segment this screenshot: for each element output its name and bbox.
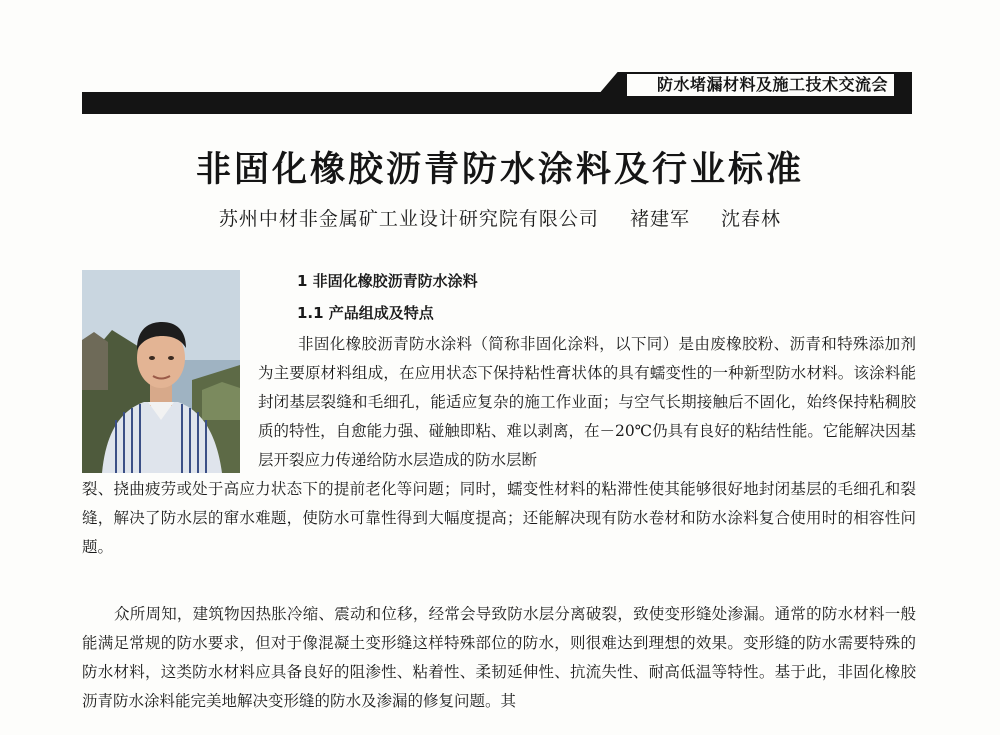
- byline: [0, 204, 1000, 231]
- institution: 苏州中材非金属矿工业设计研究院有限公司: [218, 208, 599, 230]
- paragraph-1-bottom: 裂、挠曲疲劳或处于高应力状态下的提前老化等问题；同时，蠕变性材料的粘滞性使其能够很好地封闭基层的毛细孔和裂缝，解决了防水层的窜水难题，使防水可靠性得到大幅度提高；还能解决现有防水卷材和防水涂料复合使用时的相容性问题。: [82, 480, 916, 556]
- conference-header: [82, 72, 912, 114]
- author-photo: [82, 270, 240, 473]
- paragraph-2: 众所周知，建筑物因热胀冷缩、震动和位移，经常会导致防水层分离破裂，致使变形缝处渗漏。通常的防水材料一般能满足常规的防水要求，但对于像混凝土变形缝这样特殊部位的防水，则很难达到理想的效果。变形缝的防水需要特殊的防水材料，这类防水材料应具备良好的阻渗性、粘着性、柔韧延伸性、抗流失性、耐高低温等特性。基于此，非固化橡胶沥青防水涂料能完美地解决变形缝的防水及渗漏的修复问题。其: [82, 605, 916, 710]
- article-title: 非固化橡胶沥青防水涂料及行业标准: [195, 149, 804, 190]
- author-2: 沈春林: [721, 208, 782, 230]
- section-heading-1: 1 非固化橡胶沥青防水涂料: [297, 272, 478, 290]
- section-heading-1-1: 1.1 产品组成及特点: [297, 304, 434, 322]
- conference-label: 防水堵漏材料及施工技术交流会: [627, 74, 894, 96]
- author-1: 褚建军: [629, 208, 690, 230]
- paragraph-1-top: 非固化橡胶沥青防水涂料（简称非固化涂料，以下同）是由废橡胶粉、沥青和特殊添加剂为主要原材料组成，在应用状态下保持粘性膏状体的具有蠕变性的一种新型防水材料。该涂料能封闭基层裂缝和毛细孔，能适应复杂的施工作业面；与空气长期接触后不固化，始终保持粘稠胶质的特性，自愈能力强、碰触即粘、难以剥离，在－20℃仍具有良好的粘结性能。它能解决因基层开裂应力传递给防水层造成的防水层断: [258, 335, 916, 469]
